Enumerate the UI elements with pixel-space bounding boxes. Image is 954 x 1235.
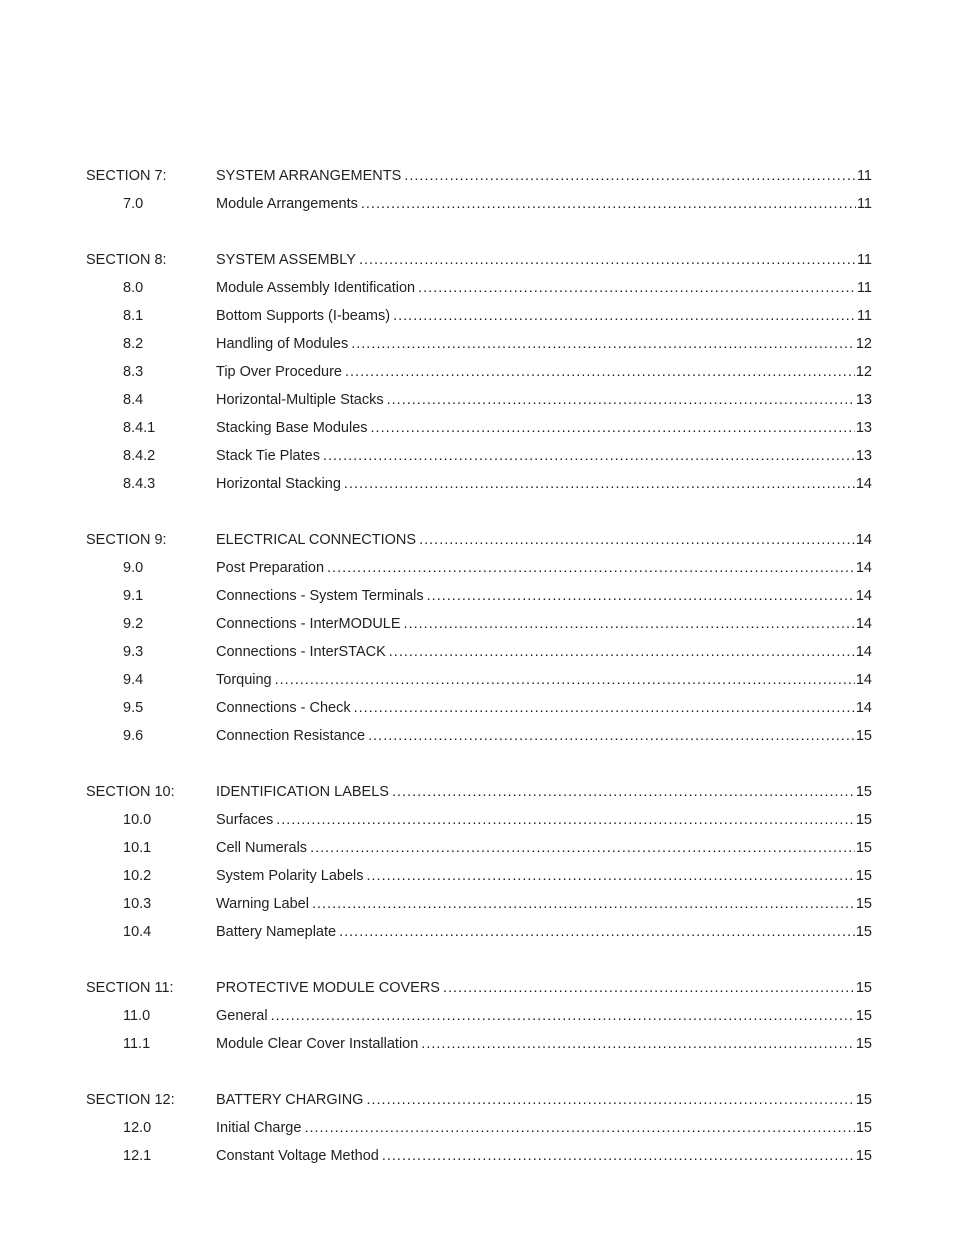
entry-title: Bottom Supports (I-beams) <box>216 308 391 324</box>
entry-title: General <box>216 1008 268 1024</box>
entry-title: Horizontal-Multiple Stacks <box>216 392 384 408</box>
dot-leader <box>366 862 854 890</box>
dot-leader <box>271 1002 855 1030</box>
entry-number: 7.0 <box>123 196 144 212</box>
toc-entry-row[interactable] <box>86 358 872 386</box>
toc-entry-row[interactable] <box>86 1114 872 1142</box>
toc-entry-row[interactable] <box>86 470 872 498</box>
dot-leader <box>419 526 855 554</box>
dot-leader <box>382 1142 855 1170</box>
page-number: 12 <box>855 364 872 380</box>
entry-title: Surfaces <box>216 812 274 828</box>
entry-number: 9.1 <box>123 588 144 604</box>
dot-leader <box>389 638 855 666</box>
page-number: 11 <box>856 252 872 268</box>
toc-entry-row[interactable] <box>86 666 872 694</box>
page-number: 15 <box>855 980 872 996</box>
dot-leader <box>427 582 855 610</box>
entry-title: IDENTIFICATION LABELS <box>216 784 389 800</box>
toc-section <box>86 162 872 218</box>
dot-leader <box>323 442 855 470</box>
toc-entry-row[interactable] <box>86 442 872 470</box>
toc-entry-row[interactable] <box>86 1030 872 1058</box>
dot-leader <box>359 246 856 274</box>
dot-leader <box>418 274 856 302</box>
dot-leader <box>275 666 855 694</box>
dot-leader <box>327 554 855 582</box>
toc-entry-row[interactable] <box>86 694 872 722</box>
page-number: 13 <box>855 392 872 408</box>
toc-entry-row[interactable] <box>86 386 872 414</box>
toc-section <box>86 246 872 498</box>
dot-leader <box>354 694 855 722</box>
page-number: 15 <box>855 896 872 912</box>
toc-entry-row[interactable] <box>86 554 872 582</box>
page-number: 15 <box>855 1120 872 1136</box>
page-number: 13 <box>855 448 872 464</box>
page-number: 15 <box>855 784 872 800</box>
dot-leader <box>312 890 855 918</box>
entry-title: ELECTRICAL CONNECTIONS <box>216 532 417 548</box>
dot-leader <box>304 1114 854 1142</box>
entry-number: 10.4 <box>123 924 152 940</box>
entry-title: Connections - InterSTACK <box>216 644 386 660</box>
entry-title: Handling of Modules <box>216 336 349 352</box>
entry-number: 8.4 <box>123 392 144 408</box>
entry-number: SECTION 12: <box>86 1092 175 1108</box>
entry-number: 8.0 <box>123 280 144 296</box>
dot-leader <box>371 414 855 442</box>
toc-entry-row[interactable] <box>86 806 872 834</box>
entry-number: 8.4.1 <box>123 420 156 436</box>
dot-leader <box>404 610 855 638</box>
dot-leader <box>387 386 855 414</box>
section-heading-row[interactable] <box>86 1086 872 1114</box>
toc-entry-row[interactable] <box>86 274 872 302</box>
entry-number: 9.6 <box>123 728 144 744</box>
entry-title: Connection Resistance <box>216 728 366 744</box>
dot-leader <box>366 1086 854 1114</box>
entry-title: Stack Tie Plates <box>216 448 320 464</box>
toc-entry-row[interactable] <box>86 918 872 946</box>
page-number: 14 <box>855 700 872 716</box>
entry-number: SECTION 7: <box>86 168 167 184</box>
toc-entry-row[interactable] <box>86 1142 872 1170</box>
entry-title: Post Preparation <box>216 560 325 576</box>
entry-number: 10.3 <box>123 896 152 912</box>
entry-title: Stacking Base Modules <box>216 420 368 436</box>
entry-number: 10.0 <box>123 812 152 828</box>
page-number: 14 <box>855 588 872 604</box>
page-number: 14 <box>855 476 872 492</box>
toc-entry-row[interactable] <box>86 302 872 330</box>
entry-number: 12.1 <box>123 1148 152 1164</box>
dot-leader <box>443 974 855 1002</box>
entry-title: Torquing <box>216 672 272 688</box>
section-heading-row[interactable] <box>86 246 872 274</box>
dot-leader <box>344 470 855 498</box>
page-number: 11 <box>856 280 872 296</box>
page-number: 11 <box>856 308 872 324</box>
page-number: 14 <box>855 616 872 632</box>
dot-leader <box>361 190 856 218</box>
section-heading-row[interactable] <box>86 526 872 554</box>
entry-title: Connections - InterMODULE <box>216 616 401 632</box>
toc-entry-row[interactable] <box>86 190 872 218</box>
page-number: 15 <box>855 840 872 856</box>
entry-title: Battery Nameplate <box>216 924 337 940</box>
toc-entry-row[interactable] <box>86 582 872 610</box>
dot-leader <box>404 162 856 190</box>
entry-number: 8.4.2 <box>123 448 156 464</box>
entry-number: 10.1 <box>123 840 152 856</box>
entry-number: 10.2 <box>123 868 152 884</box>
entry-number: 8.2 <box>123 336 144 352</box>
entry-title: Warning Label <box>216 896 309 912</box>
entry-number: 9.0 <box>123 560 144 576</box>
entry-number: SECTION 11: <box>86 980 174 996</box>
toc-entry-row[interactable] <box>86 610 872 638</box>
dot-leader <box>310 834 855 862</box>
entry-number: 9.2 <box>123 616 144 632</box>
entry-title: Horizontal Stacking <box>216 476 341 492</box>
entry-title: Tip Over Procedure <box>216 364 342 380</box>
page-number: 15 <box>855 868 872 884</box>
page-number: 12 <box>855 336 872 352</box>
toc-entry-row[interactable] <box>86 862 872 890</box>
entry-number: SECTION 10: <box>86 784 175 800</box>
page-number: 15 <box>855 1148 872 1164</box>
page-number: 15 <box>855 1008 872 1024</box>
entry-number: SECTION 9: <box>86 532 167 548</box>
entry-title: Module Assembly Identification <box>216 280 416 296</box>
entry-title: Module Arrangements <box>216 196 358 212</box>
entry-number: 9.5 <box>123 700 144 716</box>
entry-title: PROTECTIVE MODULE COVERS <box>216 980 440 996</box>
dot-leader <box>345 358 855 386</box>
dot-leader <box>368 722 855 750</box>
dot-leader <box>421 1030 855 1058</box>
entry-number: 8.3 <box>123 364 144 380</box>
entry-number: 9.3 <box>123 644 144 660</box>
section-heading-row[interactable] <box>86 974 872 1002</box>
entry-title: BATTERY CHARGING <box>216 1092 364 1108</box>
entry-title: Connections - Check <box>216 700 351 716</box>
entry-title: Constant Voltage Method <box>216 1148 379 1164</box>
entry-number: 11.1 <box>123 1036 151 1052</box>
entry-title: Connections - System Terminals <box>216 588 424 604</box>
page-number: 15 <box>855 1036 872 1052</box>
page-number: 14 <box>855 672 872 688</box>
toc-entry-row[interactable] <box>86 890 872 918</box>
toc-entry-row[interactable] <box>86 722 872 750</box>
entry-number: 12.0 <box>123 1120 152 1136</box>
dot-leader <box>276 806 855 834</box>
page-number: 14 <box>855 644 872 660</box>
toc-entry-row[interactable] <box>86 330 872 358</box>
entry-number: 8.4.3 <box>123 476 156 492</box>
dot-leader <box>392 778 855 806</box>
dot-leader <box>393 302 856 330</box>
section-heading-row[interactable] <box>86 162 872 190</box>
table-of-contents <box>86 162 872 1198</box>
entry-title: System Polarity Labels <box>216 868 364 884</box>
toc-entry-row[interactable] <box>86 834 872 862</box>
entry-title: Module Clear Cover Installation <box>216 1036 419 1052</box>
toc-entry-row[interactable] <box>86 1002 872 1030</box>
toc-entry-row[interactable] <box>86 414 872 442</box>
page-number: 14 <box>855 532 872 548</box>
entry-number: 9.4 <box>123 672 144 688</box>
page-number: 15 <box>855 812 872 828</box>
toc-section <box>86 778 872 946</box>
toc-section <box>86 526 872 750</box>
toc-section <box>86 974 872 1058</box>
toc-entry-row[interactable] <box>86 638 872 666</box>
dot-leader <box>351 330 855 358</box>
entry-number: SECTION 8: <box>86 252 167 268</box>
entry-number: 8.1 <box>123 308 144 324</box>
page-number: 15 <box>855 924 872 940</box>
page-number: 15 <box>855 1092 872 1108</box>
entry-title: Cell Numerals <box>216 840 308 856</box>
page-number: 11 <box>856 196 872 212</box>
page-number: 15 <box>855 728 872 744</box>
page-number: 14 <box>855 560 872 576</box>
page-number: 13 <box>855 420 872 436</box>
entry-title: Initial Charge <box>216 1120 302 1136</box>
page-number: 11 <box>856 168 872 184</box>
entry-title: SYSTEM ARRANGEMENTS <box>216 168 402 184</box>
entry-number: 11.0 <box>123 1008 151 1024</box>
toc-section <box>86 1086 872 1170</box>
entry-title: SYSTEM ASSEMBLY <box>216 252 356 268</box>
dot-leader <box>339 918 855 946</box>
section-heading-row[interactable] <box>86 778 872 806</box>
